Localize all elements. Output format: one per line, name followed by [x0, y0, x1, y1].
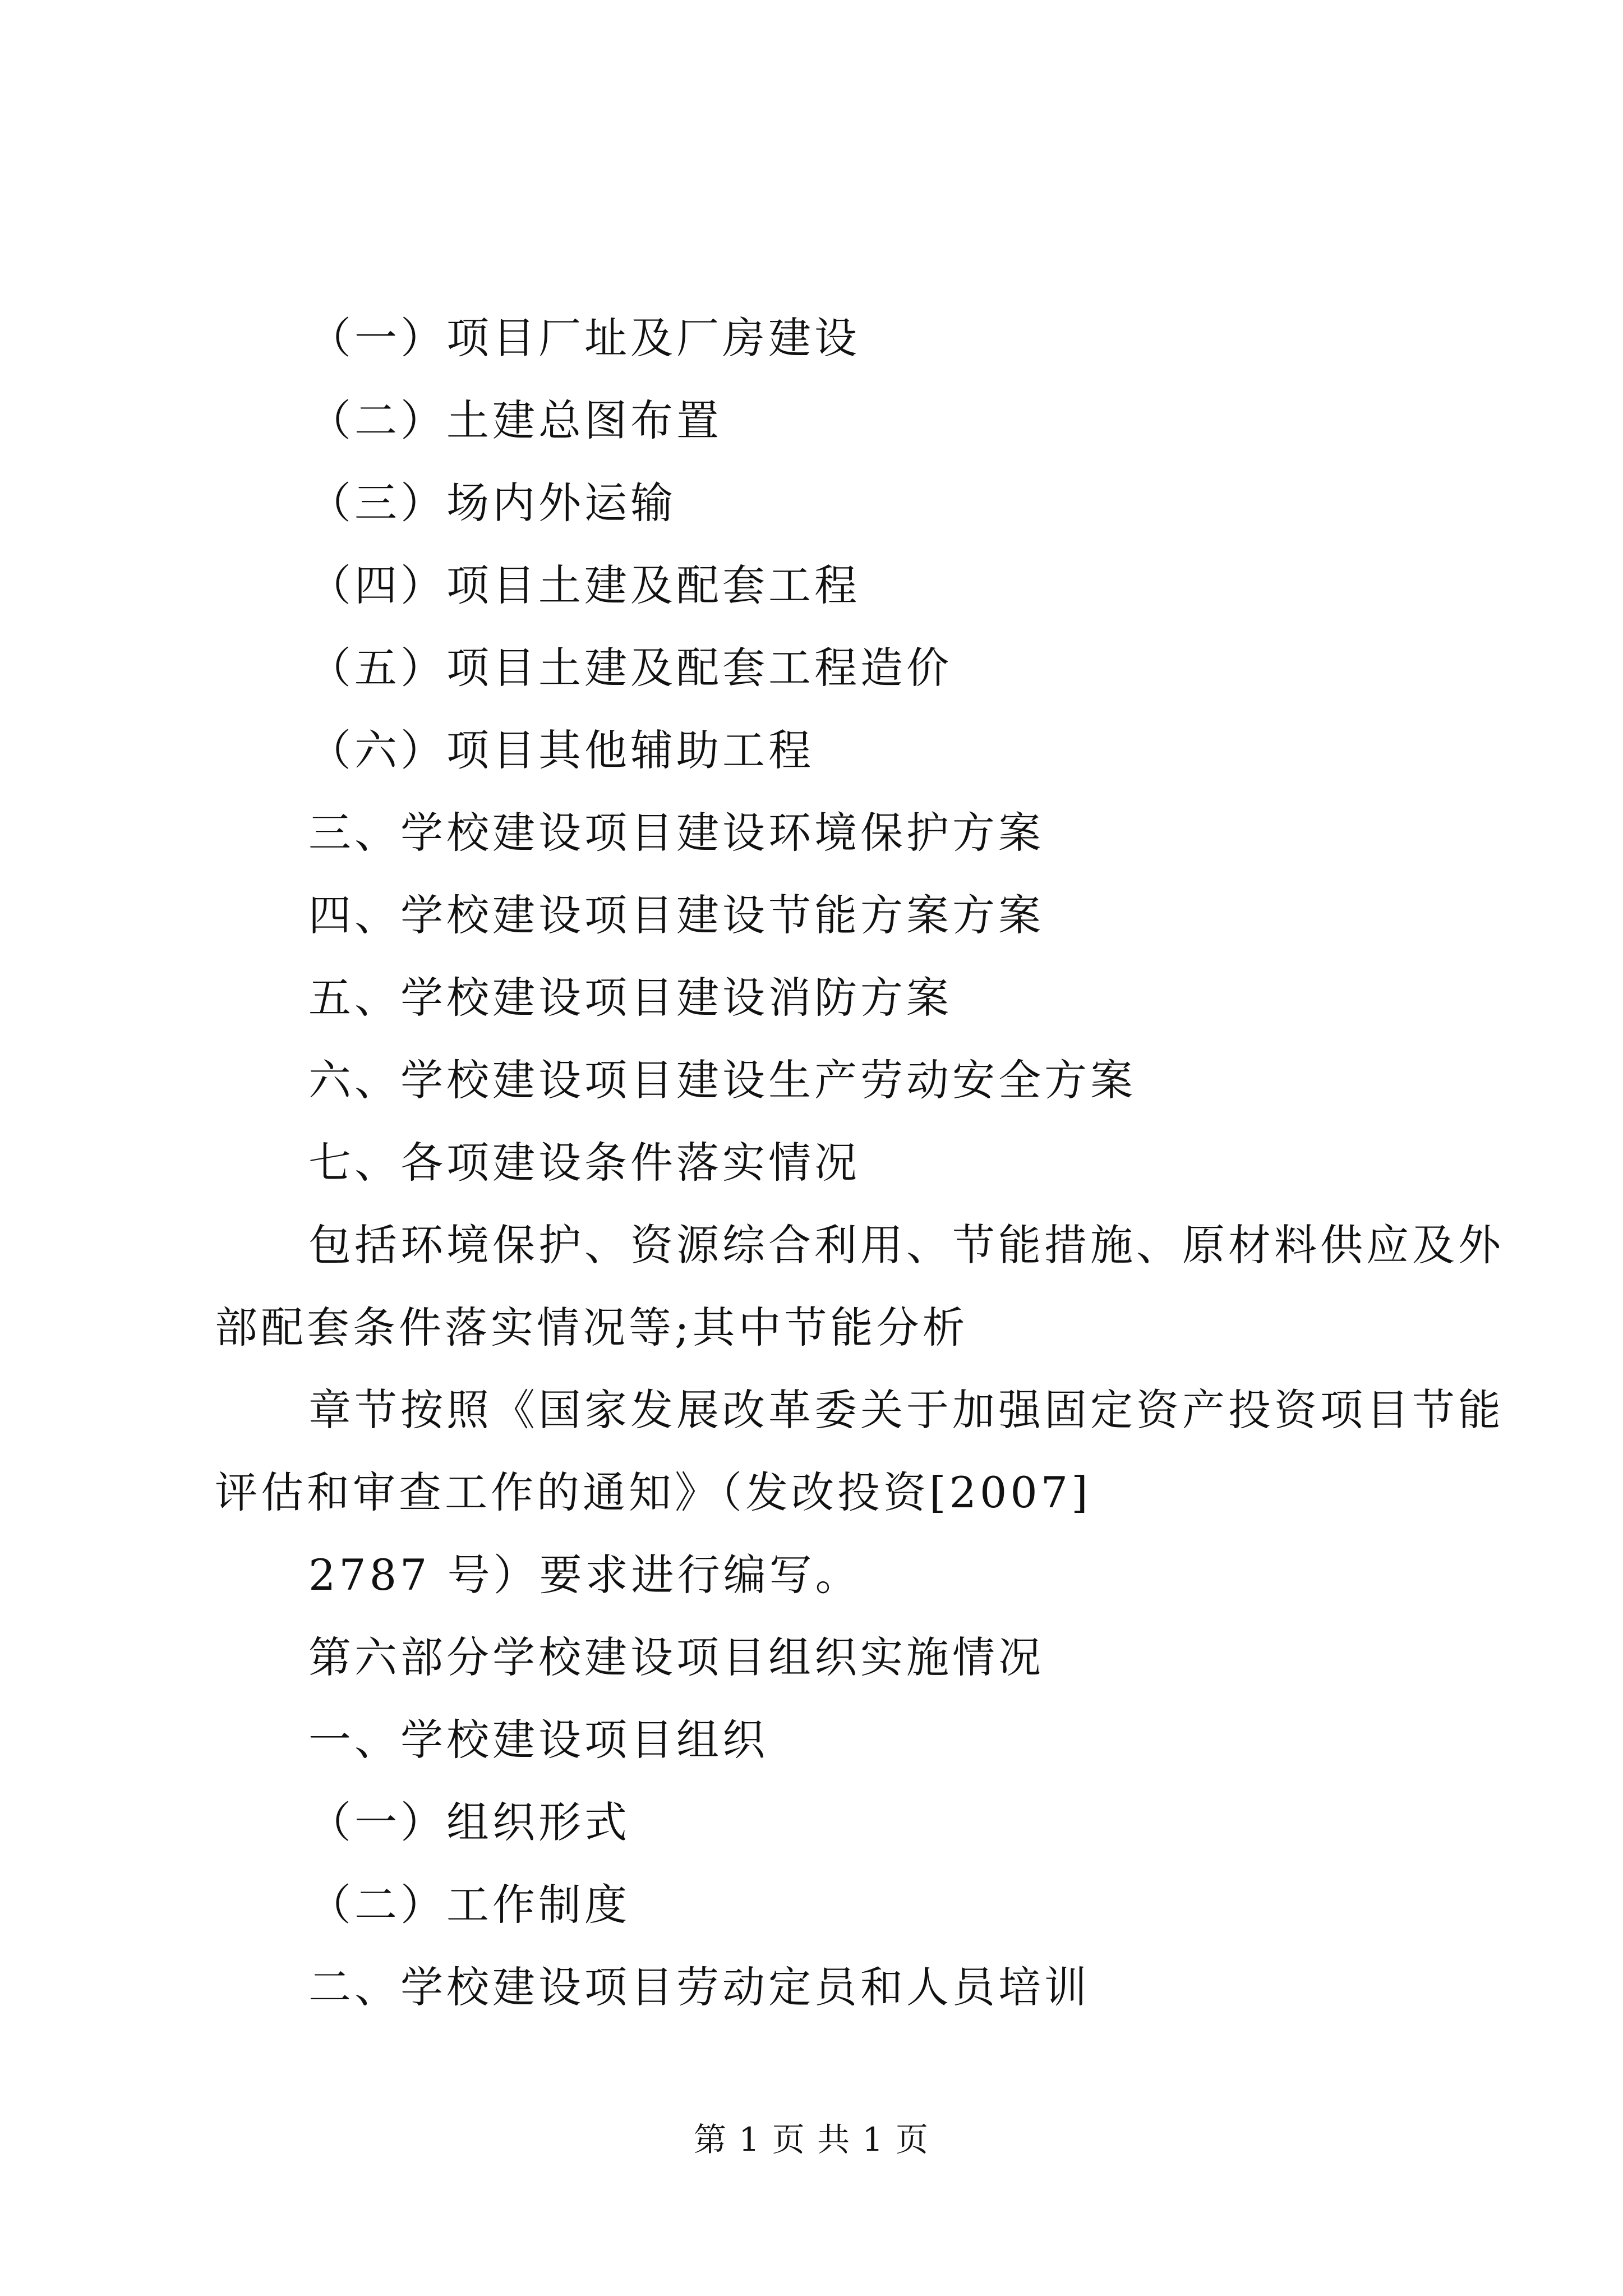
text-line: 三、学校建设项目建设环境保护方案 — [308, 808, 1044, 858]
text-line: （三）场内外运输 — [308, 478, 676, 528]
text-line: （一）组织形式 — [308, 1797, 630, 1847]
text-line: （五）项目土建及配套工程造价 — [308, 643, 952, 693]
text-line: 七、各项建设条件落实情况 — [308, 1138, 860, 1188]
text-line: 六、学校建设项目建设生产劳动安全方案 — [308, 1055, 1136, 1105]
text-line: （二）土建总图布置 — [308, 395, 722, 445]
paragraph-line: 章节按照《国家发展改革委关于加强固定资产投资项目节能 — [308, 1385, 1504, 1435]
text-line: 五、学校建设项目建设消防方案 — [308, 973, 952, 1023]
text-line: 一、学校建设项目组织 — [308, 1715, 768, 1765]
text-line: 四、学校建设项目建设节能方案方案 — [308, 890, 1044, 940]
text-line: （六）项目其他辅助工程 — [308, 725, 814, 775]
paragraph-line: 评估和审查工作的通知》（发改投资[2007] — [215, 1467, 1091, 1517]
text-line: 二、学校建设项目劳动定员和人员培训 — [308, 1962, 1090, 2012]
paragraph-line: 部配套条件落实情况等;其中节能分析 — [215, 1303, 969, 1352]
paragraph-line: 2787 号）要求进行编写。 — [308, 1550, 861, 1600]
section-heading: 第六部分学校建设项目组织实施情况 — [308, 1632, 1044, 1682]
paragraph-line: 包括环境保护、资源综合利用、节能措施、原材料供应及外 — [308, 1220, 1504, 1270]
page-number-footer: 第 1 页 共 1 页 — [694, 2120, 929, 2159]
text-line: （二）工作制度 — [308, 1880, 630, 1930]
text-line: （四）项目土建及配套工程 — [308, 560, 860, 610]
text-line: （一）项目厂址及厂房建设 — [308, 313, 860, 363]
